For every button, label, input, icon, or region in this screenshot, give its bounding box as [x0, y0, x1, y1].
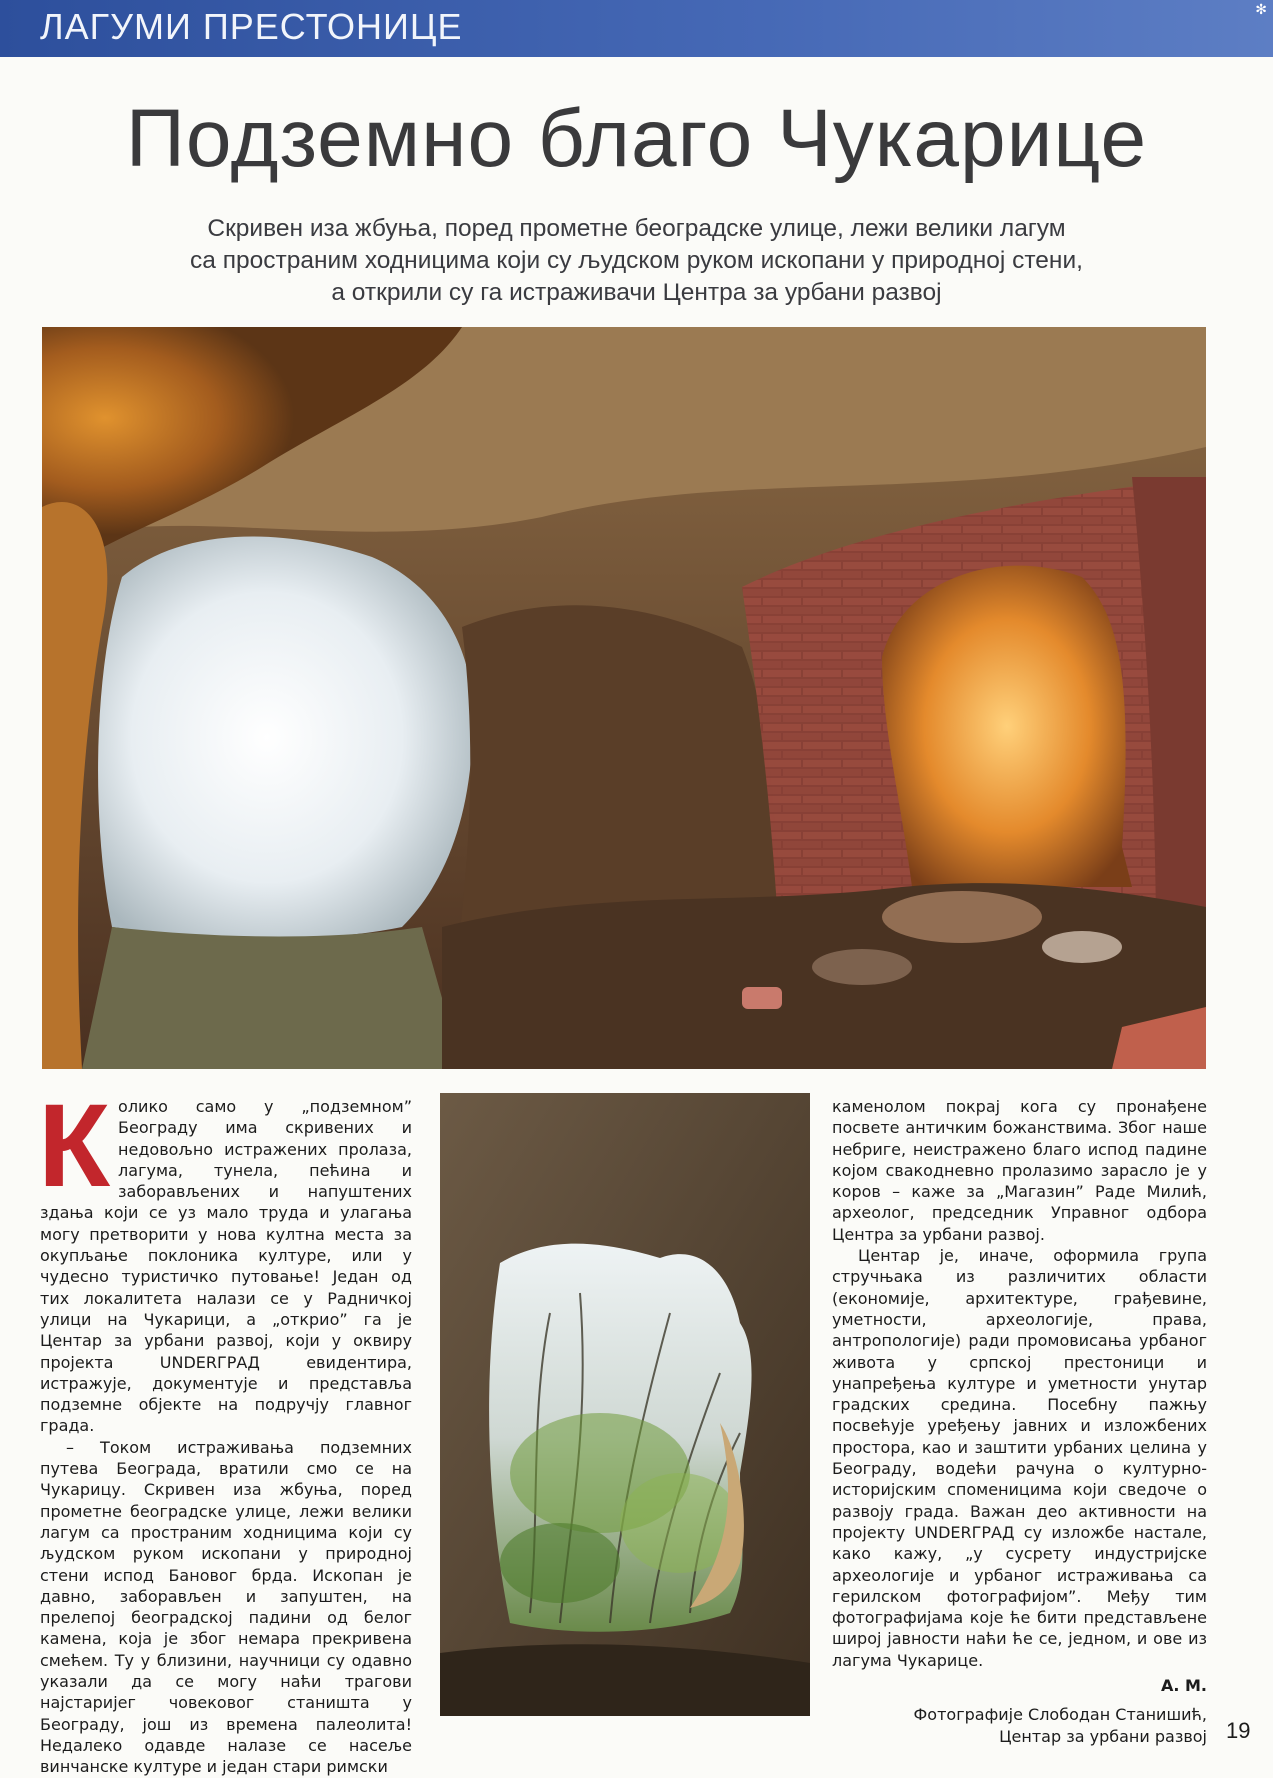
article-column-left: [38, 1080, 412, 1778]
article-paragraph: каменолом покрај кога су пронађене посвете античким божанствима. Због наше небриге, неистражено благо испод падине којом свакодневно пролазимо зарасло је у коров – каже за „Магазин” Раде Милић, археолог, председник Управног одбора Центра за урбани развој.: [832, 1097, 1207, 1244]
article-paragraph: Центар је, иначе, оформила група стручњака из различитих области (економије, архитектуре, грађевине, уметности, археологије, права, антропологије) ради промовисања урбаног живота у српској престоници и унапређења културе и уметности унутар градских средина. Посебну пажњу посвећује уређењу јавних и изложбених простора, као и заштити урбаних целина у Београду, водећи рачуна о културно-историјским споменицима који сведоче о развоју града. Важан део активности на пројекту UNDERГРАД су изложбе настале, како кажу, „у сусрету индустријске археологије и урбаног истраживања са герилском фотографијом”. Међу тим фотографијама које ће бити представљене широј јавности наћи ће се, једном, и ове из лагума Чукарице.: [832, 1246, 1207, 1670]
lede-line: Скривен иза жбуња, поред прометне београдске улице, лежи велики лагум: [207, 215, 1066, 242]
article-headline: Подземно благо Чукарице: [125, 93, 1148, 184]
lede-line: са пространим ходницима који су људском руком ископани у природној стени,: [190, 247, 1083, 274]
cave-opening-photo: [440, 1093, 810, 1716]
cave-interior-photo: [42, 327, 1206, 1069]
paragraph-text: олико само у „подземном” Београду има скривених и недовољно истражених пролаза, лагума, тунела, пећина и заборављених и напуштених здања који се уз мало труда и улагања могу претворити у нова култна места за окупљање поклоника културе, или у чудесно туристичко путовање! Један од тих локалитета налази се у Радничкој улици на Чукарици, а „открио” га је Центар за урбани развој, који у оквиру пројекта UNDERГРАД евидентира, истражује, документује и представља подземне објекте на подручју главног града.: [40, 1097, 412, 1436]
photo-credit: Фотографије Слободан Станишић,: [913, 1705, 1207, 1725]
section-label: ЛАГУМИ ПРЕСТОНИЦЕ: [40, 6, 463, 47]
page-number: 19: [1226, 1718, 1251, 1743]
lede-line: а открили су га истраживачи Центра за урбани развој: [331, 279, 942, 306]
article-lede: [0, 213, 1273, 309]
drop-cap-letter: К: [38, 1080, 111, 1212]
section-header-bar: [0, 0, 1273, 57]
author-signature: А. М.: [1160, 1676, 1207, 1696]
photo-credit: Центар за урбани развој: [999, 1726, 1207, 1746]
article-paragraph: – Током истраживања подземних путева Београда, вратили смо се на Чукарицу. Скривен иза жбуња, поред прометне београдске улице, лежи велики лагум са пространим ходницима који су људском руком ископани у природној стени испод Бановог брда. Ископан је давно, заборављен и запуштен, на прелепој београдској падини од белог камена, која је због немара прекривена смећем. Ту у близини, научници су одавно указали да се могу наћи трагови најстаријег човековог станишта у Београду, још из времена палеолита! Недалеко одавде налазе се насеље винчанске културе и један стари римски: [40, 1437, 412, 1777]
article-paragraph: [38, 1080, 412, 1437]
article-column-right: [832, 1096, 1207, 1747]
corner-star-icon: ✻: [1255, 2, 1267, 18]
